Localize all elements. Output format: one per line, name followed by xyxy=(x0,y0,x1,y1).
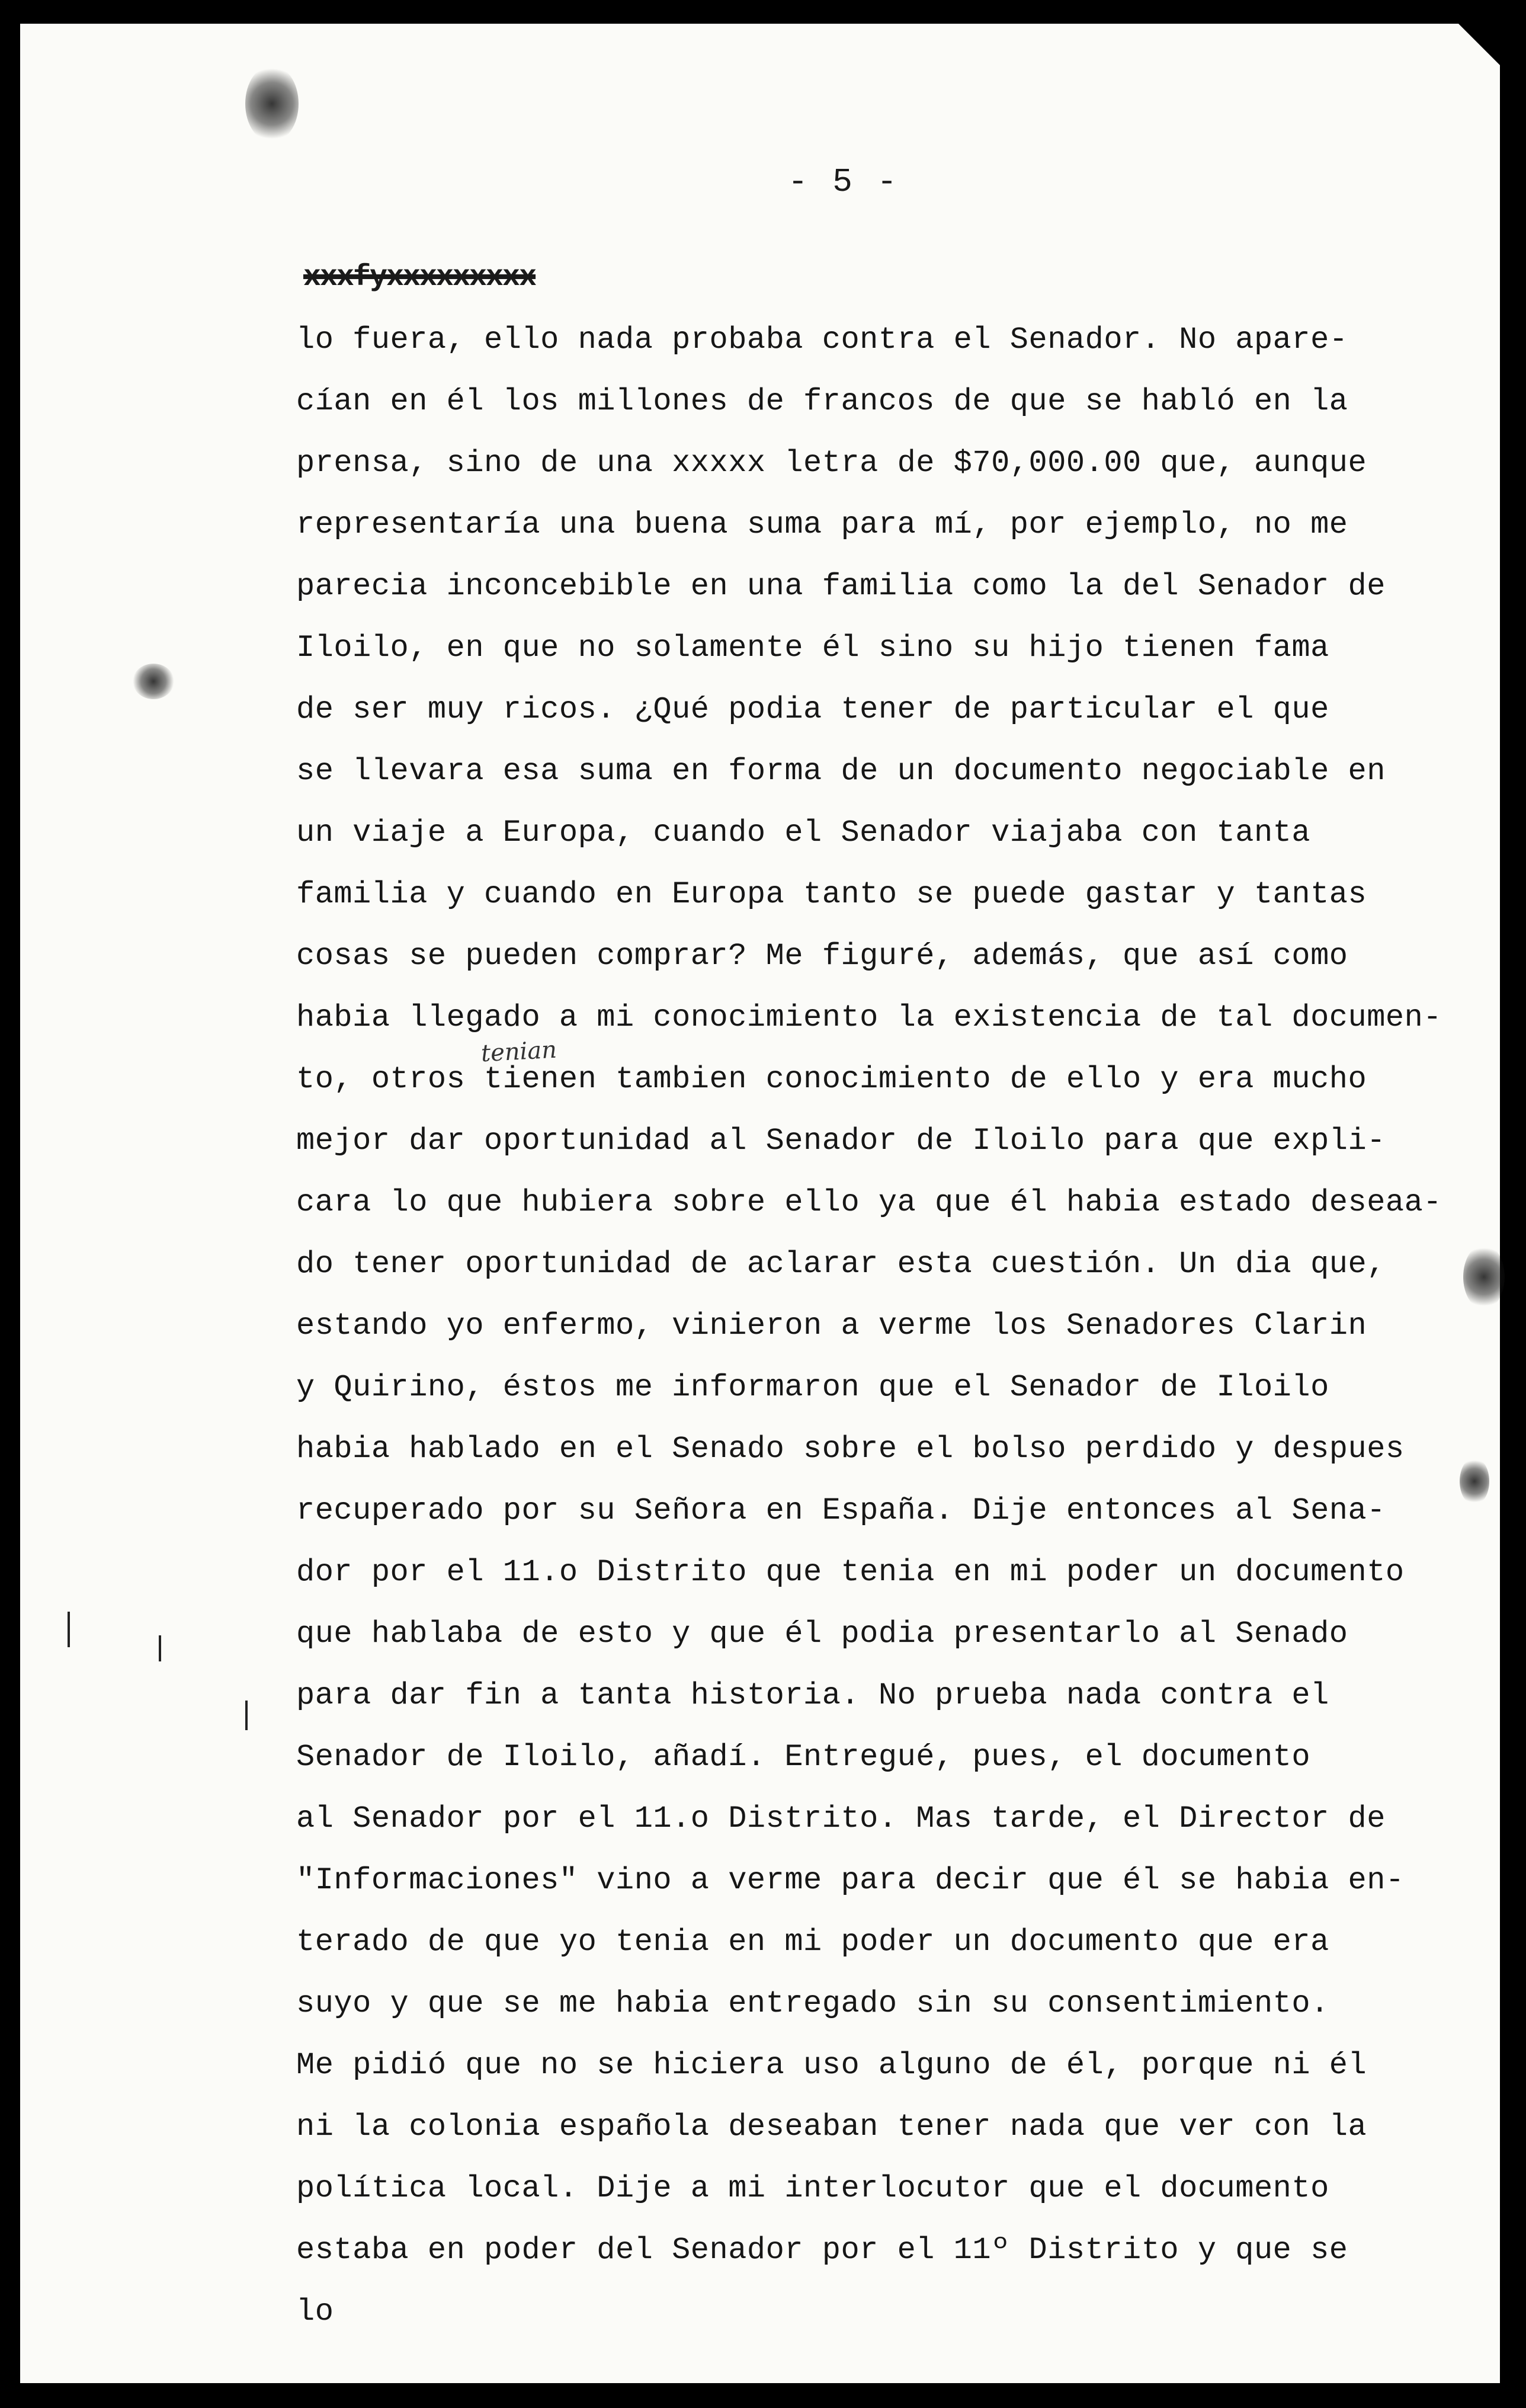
text-line: habia llegado a mi conocimiento la existencia de tal documen- xyxy=(296,1000,1442,1035)
text-line: familia y cuando en Europa tanto se puede gastar y tantas xyxy=(296,877,1367,912)
margin-mark xyxy=(159,1635,161,1661)
text-line: para dar fin a tanta historia. No prueba nada contra el xyxy=(296,1678,1329,1713)
text-line: ni la colonia española deseaban tener nada que ver con la xyxy=(296,2109,1367,2144)
text-line: Iloilo, en que no solamente él sino su hijo tienen fama xyxy=(296,630,1329,665)
text-line: habia hablado en el Senado sobre el bolso perdido y despues xyxy=(296,1432,1405,1466)
ink-smudge xyxy=(245,65,299,142)
ink-smudge xyxy=(1463,1244,1505,1309)
text-line: política local. Dije a mi interlocutor que el documento xyxy=(296,2171,1329,2206)
text-line: terado de que yo tenia en mi poder un documento que era xyxy=(296,1925,1329,1959)
margin-mark xyxy=(68,1612,70,1647)
ink-smudge xyxy=(1460,1458,1489,1505)
text-line: se llevara esa suma en forma de un documento negociable en xyxy=(296,754,1386,789)
ink-smudge xyxy=(133,664,174,699)
text-line: cían en él los millones de francos de que se habló en la xyxy=(296,384,1348,419)
text-line: Me pidió que no se hiciera uso alguno de él, porque ni él xyxy=(296,2048,1367,2083)
text-line: al Senador por el 11.o Distrito. Mas tarde, el Director de xyxy=(296,1801,1386,1836)
torn-corner xyxy=(1458,24,1500,65)
struck-out-text: xxxfyxxxxxxxxx xyxy=(303,261,536,294)
text-line: prensa, sino de una xxxxx letra de $70,000.00 que, aunque xyxy=(296,446,1367,481)
text-line: representaría una buena suma para mí, por ejemplo, no me xyxy=(296,507,1348,542)
text-line: mejor dar oportunidad al Senador de Iloilo para que expli- xyxy=(296,1123,1386,1158)
text-line: cosas se pueden comprar? Me figuré, además, que así como xyxy=(296,939,1348,974)
page-number: - 5 - xyxy=(788,163,900,201)
text-line: estaba en poder del Senador por el 11º Distrito y que se xyxy=(296,2233,1348,2268)
text-line: do tener oportunidad de aclarar esta cuestión. Un dia que, xyxy=(296,1247,1386,1282)
text-line: y Quirino, éstos me informaron que el Senador de Iloilo xyxy=(296,1370,1329,1405)
text-line: recuperado por su Señora en España. Dije entonces al Sena- xyxy=(296,1493,1386,1528)
text-line: lo xyxy=(296,2294,334,2329)
text-line: Senador de Iloilo, añadí. Entregué, pues, el documento xyxy=(296,1740,1311,1775)
text-line: estando yo enfermo, vinieron a verme los Senadores Clarin xyxy=(296,1308,1367,1343)
text-line: que hablaba de esto y que él podia presentarlo al Senado xyxy=(296,1616,1348,1651)
text-line: to, otros tienen tambien conocimiento de ello y era mucho xyxy=(296,1062,1367,1097)
margin-mark xyxy=(245,1701,248,1730)
text-line: "Informaciones" vino a verme para decir que él se habia en- xyxy=(296,1863,1405,1898)
text-line: cara lo que hubiera sobre ello ya que él habia estado deseaa- xyxy=(296,1185,1442,1220)
text-line: lo fuera, ello nada probaba contra el Senador. No apare- xyxy=(296,322,1348,357)
text-line: parecia inconcebible en una familia como la del Senador de xyxy=(296,569,1386,604)
handwritten-correction: tenian xyxy=(480,1036,558,1068)
text-line: dor por el 11.o Distrito que tenia en mi poder un documento xyxy=(296,1555,1405,1590)
text-line: suyo y que se me habia entregado sin su consentimiento. xyxy=(296,1986,1329,2021)
text-line: de ser muy ricos. ¿Qué podia tener de particular el que xyxy=(296,692,1329,727)
typed-body-text xyxy=(296,309,1442,2343)
text-line: un viaje a Europa, cuando el Senador viajaba con tanta xyxy=(296,815,1311,850)
